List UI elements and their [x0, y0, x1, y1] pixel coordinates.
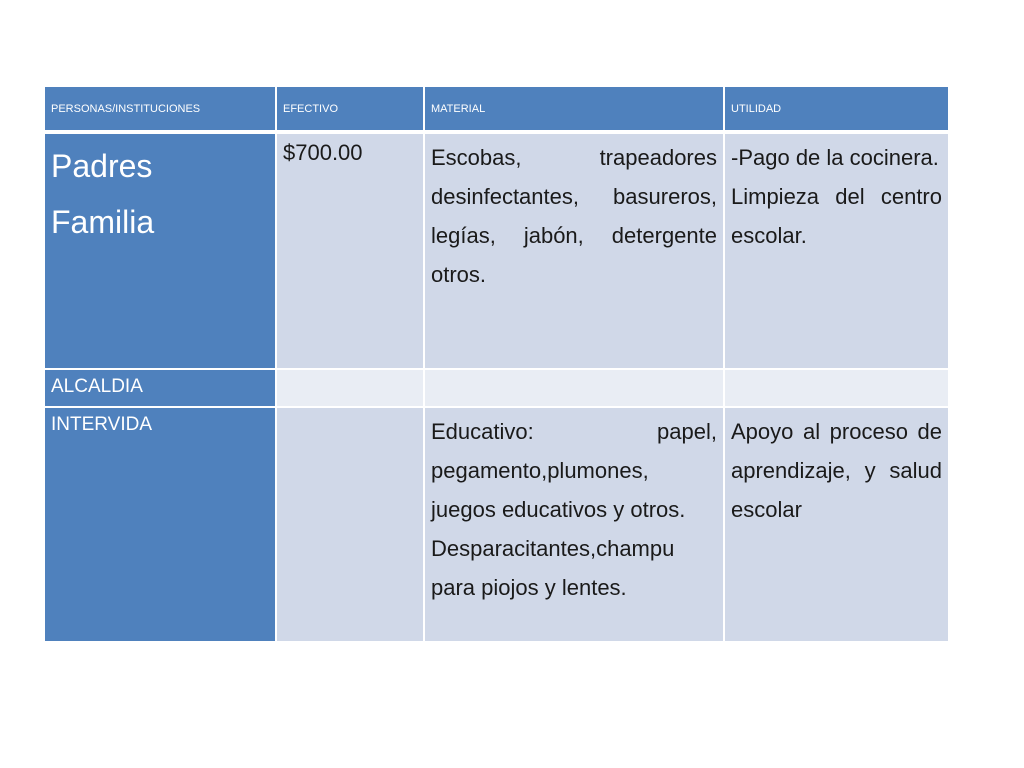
efectivo-cell: $700.00 [276, 132, 424, 369]
header-utilidad: UTILIDAD [724, 86, 949, 132]
utilidad-cell [724, 369, 949, 407]
material-line-1: Educativo: papel, pegamento,plumones, juegos educativos y otros. [431, 419, 717, 522]
material-cell [424, 407, 724, 642]
utilidad-cell: Apoyo al proceso de aprendizaje, y salud escolar [724, 407, 949, 642]
entity-line-1: Padres [51, 148, 153, 184]
header-material: MATERIAL [424, 86, 724, 132]
entity-cell: INTERVIDA [44, 407, 276, 642]
efectivo-cell [276, 369, 424, 407]
entity-cell: ALCALDIA [44, 369, 276, 407]
table-row [44, 407, 949, 642]
table-row [44, 132, 949, 369]
header-efectivo: EFECTIVO [276, 86, 424, 132]
utilidad-cell [724, 132, 949, 369]
utilidad-line-1: -Pago de la cocinera. [731, 145, 939, 170]
utilidad-line-2: Limpieza del centro escolar. [731, 184, 942, 248]
header-row [44, 86, 949, 132]
efectivo-cell [276, 407, 424, 642]
header-personas: PERSONAS/INSTITUCIONES [44, 86, 276, 132]
material-cell: Escobas, trapeadores desinfectantes, basureros, legías, jabón, detergente otros. [424, 132, 724, 369]
table-row [44, 369, 949, 407]
material-cell [424, 369, 724, 407]
entity-cell [44, 132, 276, 369]
material-line-2: Desparacitantes,champu para piojos y lentes. [431, 536, 675, 600]
entity-line-2: Familia [51, 204, 155, 240]
resources-table [43, 85, 950, 643]
